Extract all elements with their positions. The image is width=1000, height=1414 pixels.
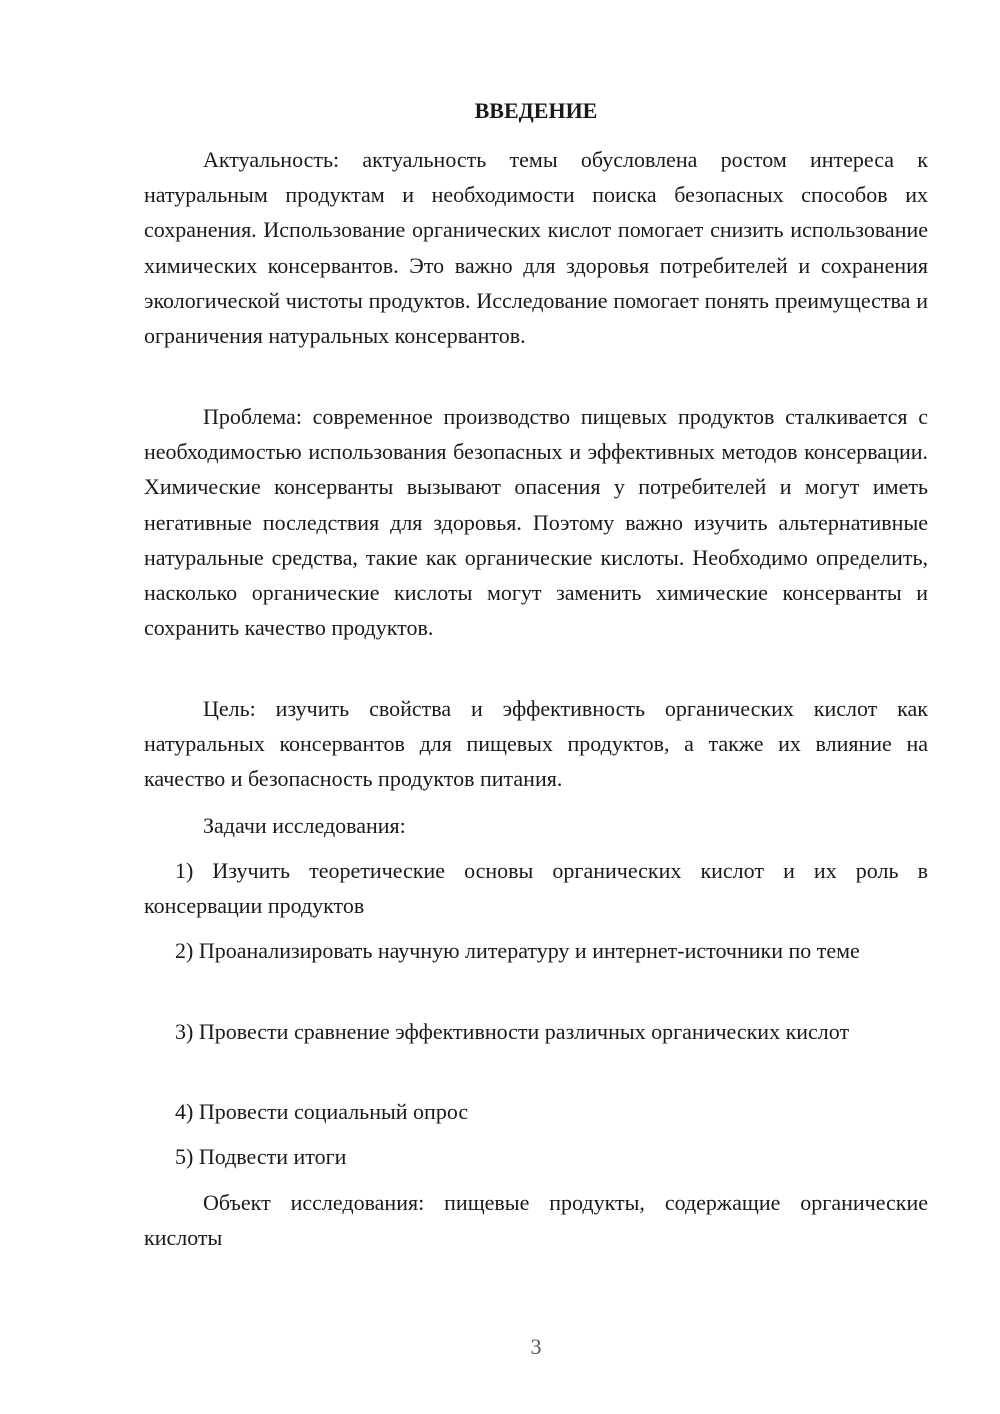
paragraph-problem: Проблема: современное производство пищевых продуктов сталкивается с необходимостью использования безопасных и эффективных методов консервации. Химические консерванты вызывают опасения у потребителей и могут иметь негативные последствия для здоровья. Поэтому важно изучить альтернативные натуральные средства, такие как органические кислоты. Необходимо определить, насколько органические кислоты могут заменить химические консерванты и сохранить качество продуктов.	[144, 404, 928, 641]
page-title: ВВЕДЕНИЕ	[474, 98, 598, 123]
task-item-3: 3) Провести сравнение эффективности различных органических кислот	[175, 1019, 850, 1044]
page-number: 3	[530, 1334, 542, 1359]
paragraph-goal: Цель: изучить свойства и эффективность органических кислот как натуральных консервантов для пищевых продуктов, а также их влияние на качество и безопасность продуктов питания.	[144, 696, 928, 792]
task-item-2: 2) Проанализировать научную литературу и интернет-источники по теме	[175, 938, 860, 963]
task-item-5: 5) Подвести итоги	[175, 1144, 347, 1169]
tasks-heading: Задачи исследования:	[203, 813, 406, 838]
task-item-4: 4) Провести социальный опрос	[175, 1099, 469, 1124]
paragraph-relevance: Актуальность: актуальность темы обусловлена ростом интереса к натуральным продуктам и необходимости поиска безопасных способов их сохранения. Использование органических кислот помогает снизить использование химических консервантов. Это важно для здоровья потребителей и сохранения экологической чистоты продуктов. Исследование помогает понять преимущества и ограничения натуральных консервантов.	[144, 147, 928, 349]
task-item-1: 1) Изучить теоретические основы органических кислот и их роль в консервации продуктов	[144, 858, 928, 919]
paragraph-object: Объект исследования: пищевые продукты, содержащие органические кислоты	[144, 1190, 928, 1251]
